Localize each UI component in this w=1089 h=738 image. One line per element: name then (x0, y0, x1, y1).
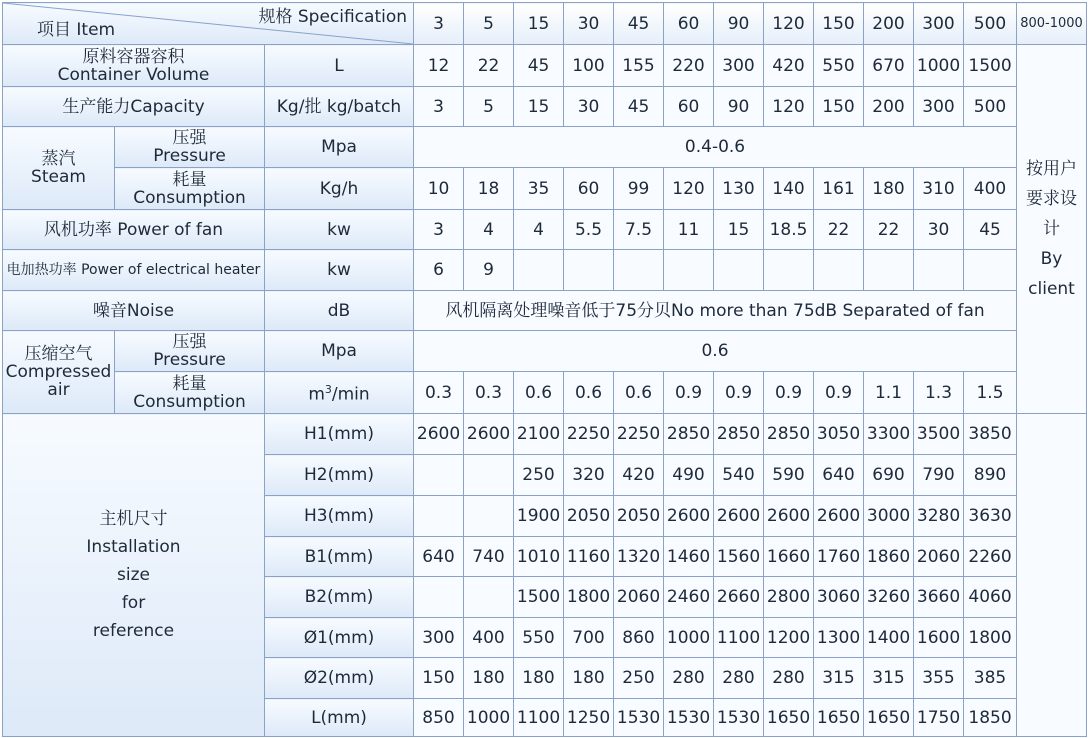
value-cell: 2600 (414, 414, 464, 455)
value-cell: 45 (514, 45, 564, 87)
value-cell: 400 (964, 168, 1017, 210)
value-cell: 2600 (464, 414, 514, 455)
value-cell: 850 (414, 699, 464, 737)
noise-label: 噪音Noise (3, 291, 265, 331)
value-cell: 9 (464, 250, 514, 291)
value-cell: 490 (664, 455, 714, 496)
value-cell: 1250 (564, 699, 614, 737)
unit-cell: H3(mm) (265, 496, 414, 537)
compressed-air-group-label: 压缩空气 Compressed air (3, 331, 115, 414)
unit-cell: B2(mm) (265, 577, 414, 618)
value-cell: 1500 (964, 45, 1017, 87)
value-cell: 1300 (814, 618, 864, 658)
table-row (3, 45, 1087, 87)
value-cell: 420 (614, 455, 664, 496)
unit-cell: B1(mm) (265, 537, 414, 577)
value-cell: 280 (664, 658, 714, 699)
value-cell: 120 (764, 87, 814, 127)
model-header: 500 (964, 3, 1017, 45)
value-cell: 2600 (764, 496, 814, 537)
value-cell: 0.3 (414, 372, 464, 414)
value-cell: 500 (964, 87, 1017, 127)
value-cell: 1160 (564, 537, 614, 577)
value-cell: 4 (464, 210, 514, 250)
value-cell: 2850 (714, 414, 764, 455)
header-row (3, 3, 1087, 45)
value-cell: 2660 (714, 577, 764, 618)
value-cell: 2250 (564, 414, 614, 455)
value-cell: 1000 (914, 45, 964, 87)
unit-cell: Kg/批 kg/batch (265, 87, 414, 127)
container-volume-label: 原料容器容积 Container Volume (3, 45, 265, 87)
value-cell: 3300 (864, 414, 914, 455)
value-cell: 1800 (964, 618, 1017, 658)
value-cell: 2850 (764, 414, 814, 455)
value-cell (714, 250, 764, 291)
unit-cell: H2(mm) (265, 455, 414, 496)
value-cell: 15 (514, 87, 564, 127)
model-header: 3 (414, 3, 464, 45)
value-cell: 2600 (664, 496, 714, 537)
value-cell: 150 (814, 87, 864, 127)
value-cell: 10 (414, 168, 464, 210)
value-cell: 180 (514, 658, 564, 699)
value-cell: 1850 (964, 699, 1017, 737)
value-cell: 385 (964, 658, 1017, 699)
value-cell (464, 496, 514, 537)
value-cell: 2850 (664, 414, 714, 455)
value-cell: 2050 (614, 496, 664, 537)
table-row (3, 331, 1087, 372)
model-header: 120 (764, 3, 814, 45)
value-cell: 790 (914, 455, 964, 496)
value-cell: 3050 (814, 414, 864, 455)
capacity-label: 生产能力Capacity (3, 87, 265, 127)
value-cell: 4 (514, 210, 564, 250)
table-row (3, 210, 1087, 250)
steam-pressure-label: 压强 Pressure (115, 127, 265, 168)
value-cell: 1.3 (914, 372, 964, 414)
value-cell (414, 577, 464, 618)
unit-cell: Ø1(mm) (265, 618, 414, 658)
value-cell: 315 (814, 658, 864, 699)
value-cell: 1460 (664, 537, 714, 577)
value-cell: 0.6 (514, 372, 564, 414)
value-cell: 3260 (864, 577, 914, 618)
value-cell: 550 (814, 45, 864, 87)
steam-pressure-value: 0.4-0.6 (414, 127, 1017, 168)
value-cell: 640 (414, 537, 464, 577)
value-cell: 22 (864, 210, 914, 250)
unit-cell: kw (265, 250, 414, 291)
value-cell: 5 (464, 87, 514, 127)
value-cell: 1000 (464, 699, 514, 737)
value-cell: 180 (864, 168, 914, 210)
model-header: 30 (564, 3, 614, 45)
value-cell: 3850 (964, 414, 1017, 455)
unit-cell: Kg/h (265, 168, 414, 210)
value-cell (464, 577, 514, 618)
table-row (3, 372, 1087, 414)
value-cell: 320 (564, 455, 614, 496)
value-cell: 550 (514, 618, 564, 658)
value-cell: 0.6 (564, 372, 614, 414)
model-header: 200 (864, 3, 914, 45)
fan-power-label: 风机功率 Power of fan (3, 210, 265, 250)
value-cell: 740 (464, 537, 514, 577)
value-cell: 420 (764, 45, 814, 87)
model-header: 150 (814, 3, 864, 45)
air-pressure-label: 压强 Pressure (115, 331, 265, 372)
value-cell: 2060 (914, 537, 964, 577)
value-cell: 1750 (914, 699, 964, 737)
value-cell: 18.5 (764, 210, 814, 250)
value-cell: 670 (864, 45, 914, 87)
value-cell: 3500 (914, 414, 964, 455)
custom-design-note: 按用户 要求设 计 By client (1017, 45, 1087, 414)
value-cell (514, 250, 564, 291)
value-cell: 180 (564, 658, 614, 699)
specification-table (2, 2, 1087, 737)
value-cell: 180 (464, 658, 514, 699)
value-cell: 2100 (514, 414, 564, 455)
value-cell: 590 (764, 455, 814, 496)
value-cell: 15 (714, 210, 764, 250)
value-cell: 2460 (664, 577, 714, 618)
unit-cell: Mpa (265, 331, 414, 372)
value-cell: 155 (614, 45, 664, 87)
value-cell: 690 (864, 455, 914, 496)
value-cell: 250 (514, 455, 564, 496)
value-cell (414, 496, 464, 537)
value-cell: 860 (614, 618, 664, 658)
value-cell: 1650 (864, 699, 914, 737)
value-cell: 60 (664, 87, 714, 127)
noise-value: 风机隔离处理噪音低于75分贝No more than 75dB Separated of fan (414, 291, 1017, 331)
value-cell: 1.1 (864, 372, 914, 414)
heater-power-label: 电加热功率 Power of electrical heater (3, 250, 265, 291)
value-cell: 1900 (514, 496, 564, 537)
value-cell: 22 (464, 45, 514, 87)
value-cell: 90 (714, 87, 764, 127)
table-row (3, 127, 1087, 168)
value-cell: 1.5 (964, 372, 1017, 414)
value-cell: 1650 (814, 699, 864, 737)
value-cell: 6 (414, 250, 464, 291)
value-cell: 2600 (814, 496, 864, 537)
table-row (3, 87, 1087, 127)
value-cell: 1000 (664, 618, 714, 658)
model-header: 60 (664, 3, 714, 45)
value-cell: 1200 (764, 618, 814, 658)
spec-header-label: 规格 Specification (258, 7, 408, 27)
value-cell: 1530 (664, 699, 714, 737)
installation-group-label: 主机尺寸 Installation size for reference (3, 414, 265, 737)
value-cell: 60 (564, 168, 614, 210)
air-consumption-label: 耗量 Consumption (115, 372, 265, 414)
model-header: 300 (914, 3, 964, 45)
value-cell: 700 (564, 618, 614, 658)
model-header: 15 (514, 3, 564, 45)
value-cell: 2800 (764, 577, 814, 618)
spec-item-header-cell (3, 3, 414, 45)
value-cell: 1530 (614, 699, 664, 737)
value-cell: 315 (864, 658, 914, 699)
unit-cell: dB (265, 291, 414, 331)
value-cell (664, 250, 714, 291)
value-cell: 300 (914, 87, 964, 127)
value-cell: 1400 (864, 618, 914, 658)
model-header: 45 (614, 3, 664, 45)
value-cell: 0.6 (614, 372, 664, 414)
unit-cell: L(mm) (265, 699, 414, 737)
value-cell: 220 (664, 45, 714, 87)
unit-cell: kw (265, 210, 414, 250)
value-cell: 0.9 (664, 372, 714, 414)
value-cell (614, 250, 664, 291)
value-cell: 0.3 (464, 372, 514, 414)
steam-consumption-label: 耗量 Consumption (115, 168, 265, 210)
value-cell: 1660 (764, 537, 814, 577)
unit-cell: $m^3/\min$ (265, 372, 414, 414)
value-cell: 3630 (964, 496, 1017, 537)
air-pressure-value: 0.6 (414, 331, 1017, 372)
value-cell: 45 (614, 87, 664, 127)
table-row (3, 250, 1087, 291)
value-cell: 300 (414, 618, 464, 658)
value-cell: 2600 (714, 496, 764, 537)
value-cell: 1860 (864, 537, 914, 577)
value-cell: 2050 (564, 496, 614, 537)
value-cell (914, 250, 964, 291)
value-cell: 1560 (714, 537, 764, 577)
value-cell: 300 (714, 45, 764, 87)
value-cell: 1500 (514, 577, 564, 618)
value-cell: 2060 (614, 577, 664, 618)
value-cell: 1600 (914, 618, 964, 658)
value-cell (864, 250, 914, 291)
custom-model-header: 800-1000 (1017, 3, 1087, 45)
value-cell: 5.5 (564, 210, 614, 250)
value-cell: 45 (964, 210, 1017, 250)
value-cell (564, 250, 614, 291)
value-cell (814, 250, 864, 291)
value-cell: 3280 (914, 496, 964, 537)
value-cell: 250 (614, 658, 664, 699)
value-cell: 1100 (514, 699, 564, 737)
value-cell: 140 (764, 168, 814, 210)
value-cell: 540 (714, 455, 764, 496)
value-cell: 11 (664, 210, 714, 250)
value-cell: 1650 (764, 699, 814, 737)
value-cell: 1530 (714, 699, 764, 737)
value-cell: 30 (564, 87, 614, 127)
value-cell (964, 250, 1017, 291)
value-cell (464, 455, 514, 496)
value-cell: 12 (414, 45, 464, 87)
value-cell: 2260 (964, 537, 1017, 577)
steam-group-label: 蒸汽 Steam (3, 127, 115, 210)
value-cell: 18 (464, 168, 514, 210)
unit-cell: Ø2(mm) (265, 658, 414, 699)
value-cell: 310 (914, 168, 964, 210)
value-cell: 280 (714, 658, 764, 699)
item-header-label: 项目 Item (37, 20, 116, 40)
value-cell: 100 (564, 45, 614, 87)
value-cell: 99 (614, 168, 664, 210)
value-cell: 3 (414, 87, 464, 127)
value-cell: 3660 (914, 577, 964, 618)
value-cell: 200 (864, 87, 914, 127)
value-cell: 120 (664, 168, 714, 210)
table-row (3, 291, 1087, 331)
value-cell: 3 (414, 210, 464, 250)
custom-column-blank (1017, 414, 1087, 737)
value-cell: 150 (414, 658, 464, 699)
unit-cell: Mpa (265, 127, 414, 168)
value-cell: 400 (464, 618, 514, 658)
value-cell: 22 (814, 210, 864, 250)
value-cell: 1800 (564, 577, 614, 618)
value-cell: 2250 (614, 414, 664, 455)
unit-cell: H1(mm) (265, 414, 414, 455)
value-cell: 890 (964, 455, 1017, 496)
value-cell: 280 (764, 658, 814, 699)
model-header: 90 (714, 3, 764, 45)
value-cell: 0.9 (714, 372, 764, 414)
value-cell: 130 (714, 168, 764, 210)
value-cell: 1010 (514, 537, 564, 577)
value-cell: 355 (914, 658, 964, 699)
value-cell: 3060 (814, 577, 864, 618)
value-cell: 0.9 (814, 372, 864, 414)
value-cell: 30 (914, 210, 964, 250)
value-cell: 7.5 (614, 210, 664, 250)
value-cell: 0.9 (764, 372, 814, 414)
value-cell: 1760 (814, 537, 864, 577)
value-cell: 640 (814, 455, 864, 496)
unit-cell: L (265, 45, 414, 87)
value-cell: 4060 (964, 577, 1017, 618)
value-cell: 35 (514, 168, 564, 210)
value-cell: 3000 (864, 496, 914, 537)
value-cell: 1100 (714, 618, 764, 658)
value-cell (764, 250, 814, 291)
value-cell (414, 455, 464, 496)
model-header: 5 (464, 3, 514, 45)
table-row (3, 168, 1087, 210)
value-cell: 1320 (614, 537, 664, 577)
table-row (3, 414, 1087, 455)
value-cell: 161 (814, 168, 864, 210)
